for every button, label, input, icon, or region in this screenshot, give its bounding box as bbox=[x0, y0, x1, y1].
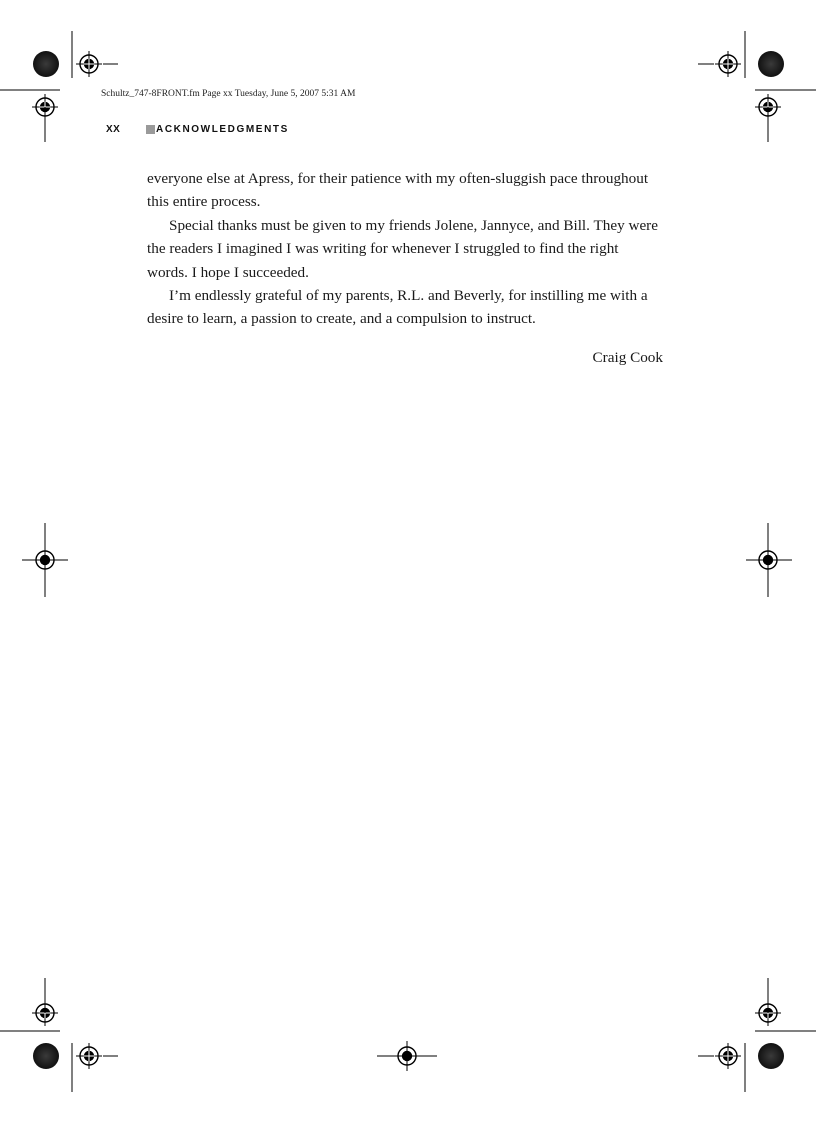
registration-mark-top-right bbox=[698, 31, 816, 142]
registration-mark-top-left bbox=[0, 31, 118, 142]
registration-mark-bottom-left bbox=[0, 978, 118, 1092]
color-bar-dot-top-left bbox=[33, 51, 59, 77]
body-text bbox=[147, 167, 663, 369]
paragraph-2: Special thanks must be given to my friends Jolene, Jannyce, and Bill. They were the readers I imagined I was writing for whenever I struggled to find the right words. I hope I succeeded. bbox=[147, 216, 658, 281]
color-bar-dot-bottom-left bbox=[33, 1043, 59, 1069]
page-number: XX bbox=[106, 124, 121, 135]
signature: Craig Cook bbox=[592, 348, 663, 366]
color-bar-dot-bottom-right bbox=[758, 1043, 784, 1069]
registration-mark-bottom-center bbox=[377, 1041, 437, 1071]
paragraph-1: everyone else at Apress, for their patience with my often-sluggish pace throughout this entire process. bbox=[147, 170, 649, 211]
print-slug-line: Schultz_747-8FRONT.fm Page xx Tuesday, June 5, 2007 5:31 AM bbox=[101, 89, 356, 99]
running-head bbox=[106, 124, 289, 135]
color-bar-dot-top-right bbox=[758, 51, 784, 77]
registration-mark-middle-left bbox=[22, 523, 68, 597]
section-marker-icon bbox=[146, 125, 155, 134]
registration-mark-bottom-right bbox=[698, 978, 816, 1092]
paragraph-3: I’m endlessly grateful of my parents, R.L. and Beverly, for instilling me with a desire to learn, a passion to create, and a compulsion to instruct. bbox=[147, 287, 648, 328]
registration-mark-middle-right bbox=[746, 523, 792, 597]
section-title: ACKNOWLEDGMENTS bbox=[156, 124, 289, 135]
